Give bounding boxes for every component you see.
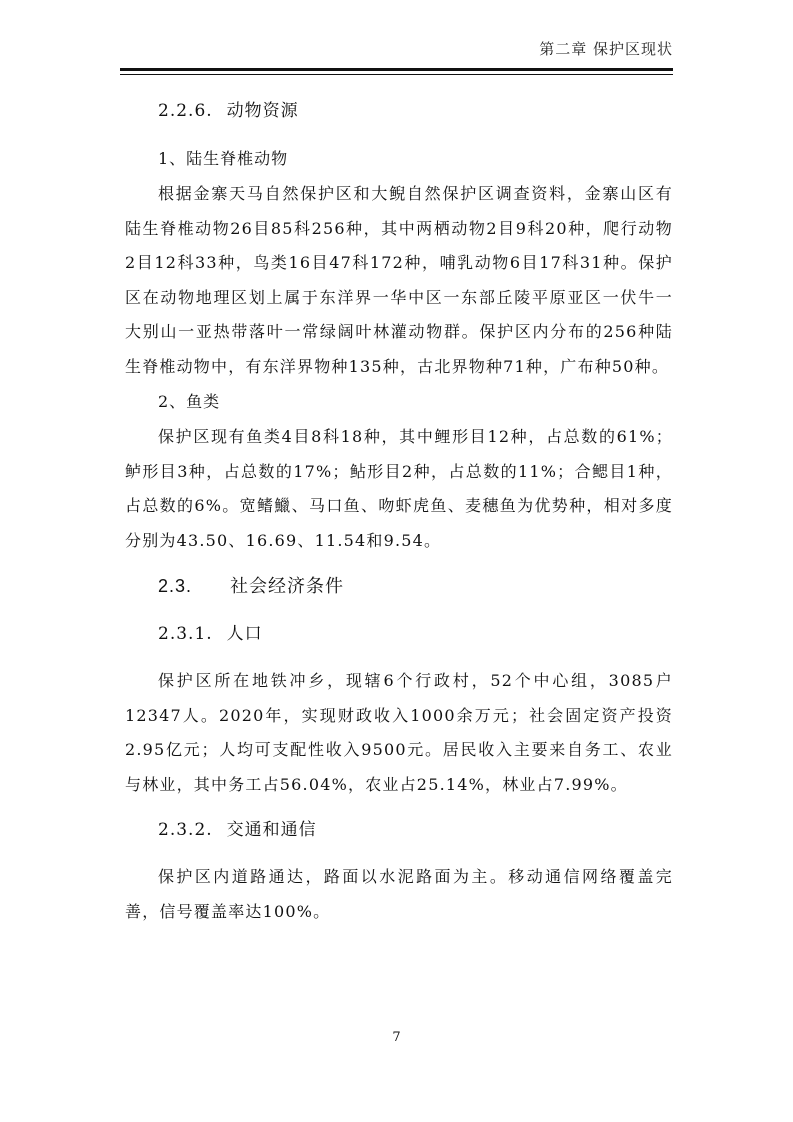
paragraph-fish: 保护区现有鱼类4目8科18种，其中鲤形目12种，占总数的61%；鲈形目3种，占总数的17%；鲇形目2种，占总数的11%；合鳃目1种，占总数的6%。宽鳍鱲、马口鱼、吻虾虎鱼、麦穗鱼为优势种，相对多度分别为43.50、16.69、11.54和9.54。 — [125, 427, 673, 550]
section-heading-2-3 — [125, 566, 673, 606]
header-rule-thick — [120, 68, 673, 71]
paragraph-population: 保护区所在地铁冲乡，现辖6个行政村，52个中心组，3085户12347人。2020年，实现财政收入1000余万元；社会固定资产投资2.95亿元；人均可支配性收入9500元。居民收入主要来自务工、农业与林业，其中务工占56.04%，农业占25.14%，林业占7.99%。 — [125, 671, 673, 794]
section-number: 2.2.6. — [158, 101, 213, 121]
subheading-terrestrial-vertebrates: 1、陆生脊椎动物 — [158, 149, 289, 168]
section-title: 人口 — [226, 624, 263, 644]
section-title: 交通和通信 — [226, 820, 317, 840]
header-rule-thin — [120, 74, 673, 75]
section-heading-2-3-1 — [125, 614, 673, 654]
section-number: 2.3.2. — [158, 820, 213, 840]
section-heading-2-3-2 — [125, 810, 673, 850]
section-heading-2-2-6 — [125, 91, 673, 131]
page-body — [125, 91, 673, 929]
subheading-fish: 2、鱼类 — [158, 392, 221, 411]
section-number: 2.3. — [158, 576, 193, 596]
paragraph-transport-communication: 保护区内道路通达，路面以水泥路面为主。移动通信网络覆盖完善，信号覆盖率达100%。 — [125, 867, 673, 921]
section-title: 社会经济条件 — [230, 576, 345, 596]
running-header: 第二章 保护区现状 — [539, 40, 673, 58]
section-title: 动物资源 — [226, 101, 299, 121]
section-number: 2.3.1. — [158, 624, 213, 644]
page-number: 7 — [392, 1030, 401, 1045]
paragraph-terrestrial-vertebrates: 根据金寨天马自然保护区和大鲵自然保护区调查资料，金寨山区有陆生脊椎动物26目85科256种，其中两栖动物2目9科20种，爬行动物2目12科33种，鸟类16目47科172种，哺乳动物6目17科31种。保护区在动物地理区划上属于东洋界一华中区一东部丘陵平原亚区一伏牛一大别山一亚热带落叶一常绿阔叶林灌动物群。保护区内分布的256种陆生脊椎动物中，有东洋界物种135种，古北界物种71种，广布种50种。 — [125, 184, 673, 376]
